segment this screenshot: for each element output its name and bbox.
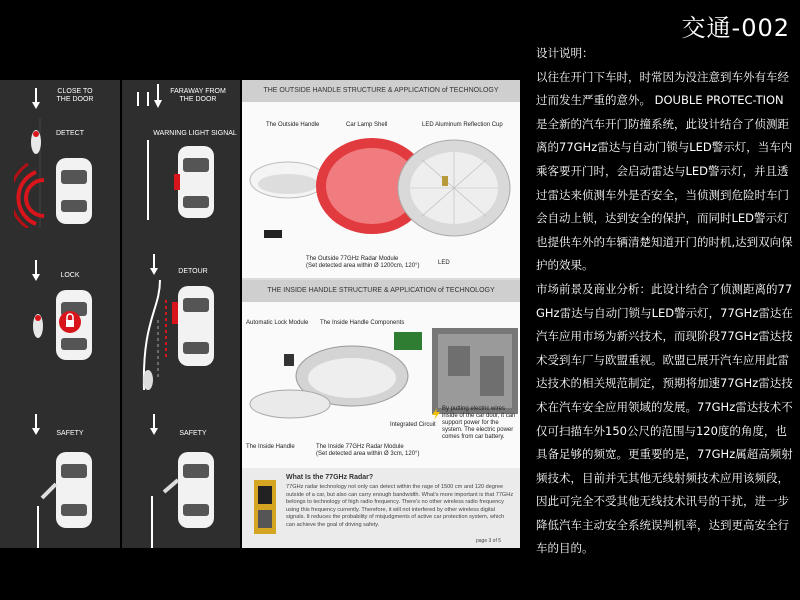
lightning-icon	[432, 408, 440, 420]
market-analysis: 市场前景及商业分析：此设计结合了侦测距离的77GHz雷达与自动门锁与LED警示灯，77GHz雷达在汽车应用市场为新兴技术，而现阶段77GHz雷达技术受到车厂与欧盟重视。欧盟已展开汽车应用此雷达技术的相关规范制定，预期将加速77GHz雷达技术在汽车安全应用领域的发展。77GHz雷达技术不仅可扫描车外150公尺的范围与120度的角度，也具备足够的频宽。更重要的是，77GHz属超高频射频技术，目前并无其他无线射频技术应用该频段，因此可完全不受其他无线技术讯号的干扰，进一步降低汽车主动安全系统误判机率，达到更高安全行车的目的。	[536, 281, 793, 556]
close-to-door-column	[0, 80, 120, 548]
double-arrow-down-icon	[132, 84, 166, 110]
inside-handle-label: The Inside Handle	[246, 444, 295, 450]
faraway-heading: FARAWAY FROM THE DOOR	[170, 88, 226, 103]
safety-label: SAFETY	[179, 430, 207, 437]
inside-components-label: The Inside Handle Components	[320, 320, 405, 326]
arrow-down-icon	[150, 254, 158, 276]
outside-radar-module-label: The Outside 77GHz Radar Module (Set detected area within Ø 1200cm, 120°)	[306, 256, 420, 269]
arrow-down-icon	[150, 414, 158, 436]
page-title: 交通-002	[681, 14, 790, 42]
power-note: By putting electric wires inside of the car door, it can support power for the system. The electric power comes from car battery.	[442, 406, 516, 440]
outside-structure-panel	[242, 102, 520, 278]
design-poster	[0, 80, 520, 548]
arrow-down-icon	[32, 414, 40, 436]
warning-light-label: WARNING LIGHT SIGNAL	[153, 130, 237, 137]
faraway-from-door-column	[122, 80, 240, 548]
structure-column	[242, 80, 520, 548]
safety-scene	[14, 446, 114, 548]
auto-lock-label: Automatic Lock Module	[246, 320, 309, 326]
safety-scene-2	[132, 446, 232, 548]
safety-label: SAFETY	[56, 430, 84, 437]
design-description-heading: 设计说明：	[536, 46, 594, 60]
page-number: page 3 of 5	[476, 538, 502, 544]
inside-structure-panel	[242, 302, 520, 468]
reflection-cup-label: LED Aluminum Reflection Cup	[422, 122, 503, 128]
warning-scene	[132, 140, 232, 230]
inside-structure-heading: THE INSIDE HANDLE STRUCTURE & APPLICATION of TECHNOLOGY	[242, 280, 520, 302]
radar-info-box	[242, 468, 520, 548]
outside-handle-label: The Outside Handle	[266, 122, 320, 128]
design-description: 以往在开门下车时，时常因为没注意到车外有车经过而发生严重的意外。 DOUBLE PROTEC-TION是全新的汽车开门防撞系统，此设计结合了侦测距离的77GHz雷达与自动门锁与LED警示灯，当车内乘客要开门时，会启动雷达与LED警示灯，并且透过雷达来侦测车外是否安全，当侦测到危险时车门会自动上锁，达到安全的保护，而同时LED警示灯也提供车外的车辆清楚知道开门的时机,达到双向保护的效果。	[536, 69, 793, 273]
detour-label: DETOUR	[178, 268, 208, 275]
lamp-shell-label: Car Lamp Shell	[346, 122, 388, 128]
inside-radar-module-label: The Inside 77GHz Radar Module (Set detected area within Ø 3cm, 120°)	[316, 444, 420, 457]
detect-label: DETECT	[56, 130, 84, 137]
lock-label: LOCK	[60, 272, 80, 279]
detour-scene	[132, 280, 232, 400]
led-label: LED	[438, 260, 450, 266]
outside-structure-heading: THE OUTSIDE HANDLE STRUCTURE & APPLICATION of TECHNOLOGY	[242, 80, 520, 102]
radar-chip-image	[250, 478, 280, 538]
arrow-down-icon	[32, 88, 40, 110]
radar-info-body: 77GHz radar technology not only can detect within the rage of 1500 cm and 120 degree outside of a car, but also can carry enough bandwidth. What's more important is that 77GHz belongs to technology of high radio frequency. There's no other wireless radio frequency using this frequency currently. Therefore, it will not interfered by other wireless digital signals. It reduces the probability of misjudgments of active car protection system, which can achieve the goal of driving safety.	[286, 484, 514, 528]
detect-scene	[14, 118, 114, 228]
outside-components-illustration	[242, 130, 520, 250]
description-panel	[536, 42, 794, 561]
arrow-down-icon	[32, 260, 40, 282]
integrated-circuit-label: Integrated Circuit	[390, 422, 436, 428]
close-to-door-heading: CLOSE TO THE DOOR	[56, 88, 94, 103]
lock-scene	[14, 286, 114, 396]
radar-info-heading: What Is the 77GHz Radar?	[286, 474, 374, 481]
